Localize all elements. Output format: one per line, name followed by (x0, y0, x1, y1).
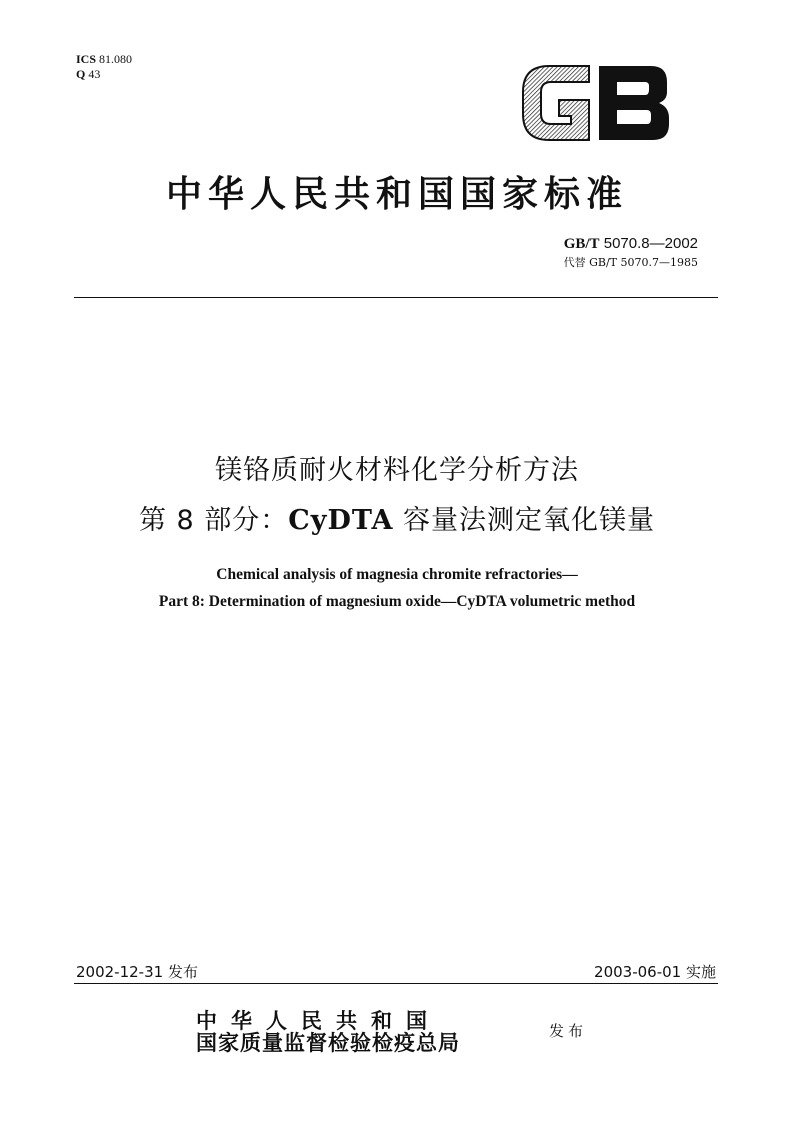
issuer-line1: 中华人民共和国 (196, 1008, 441, 1033)
issuer-line2: 国家质量监督检验检疫总局 (196, 1030, 460, 1055)
header-divider (74, 297, 718, 298)
ccs-code: 43 (88, 67, 101, 81)
ics-line (76, 52, 132, 67)
logo-letter-b (599, 66, 669, 140)
title-en-line1: Chemical analysis of magnesia chromite refractories— (216, 566, 578, 583)
classification-block (76, 52, 132, 82)
logo-letter-g (523, 66, 589, 140)
ics-code: 81.080 (99, 52, 133, 66)
title-cn-line2-latin: CyDTA (288, 505, 394, 536)
title-en-line2: Part 8: Determination of magnesium oxide—CyDTA volumetric method (158, 593, 636, 610)
title-cn-line2-suffix: 容量法测定氧化镁量 (393, 505, 656, 536)
issue-date: 2002-12-31 发布 (76, 963, 198, 981)
standard-number-line (564, 235, 698, 253)
standard-number: 5070.8—2002 (603, 235, 698, 252)
replaces-line: 代替 GB/T 5070.7—1985 (563, 256, 698, 269)
standard-type-title: 中华人民共和国国家标准 (165, 173, 628, 215)
publish-label: 发布 (549, 1022, 588, 1040)
standard-prefix: GB/T (563, 236, 600, 252)
standard-code-block (564, 235, 698, 270)
title-cn-line2 (0, 498, 794, 537)
logo-text: GB (596, 112, 598, 113)
title-cn-line1: 镁铬质耐火材料化学分析方法 (215, 455, 579, 486)
implement-date: 2003-06-01 实施 (594, 963, 716, 981)
title-cn-line2-prefix: 第 8 部分： (138, 505, 289, 536)
footer-divider (74, 983, 718, 984)
ics-label: ICS (76, 52, 97, 66)
ccs-label: Q (76, 67, 86, 81)
gb-logo (519, 62, 673, 144)
ccs-line (76, 67, 132, 82)
